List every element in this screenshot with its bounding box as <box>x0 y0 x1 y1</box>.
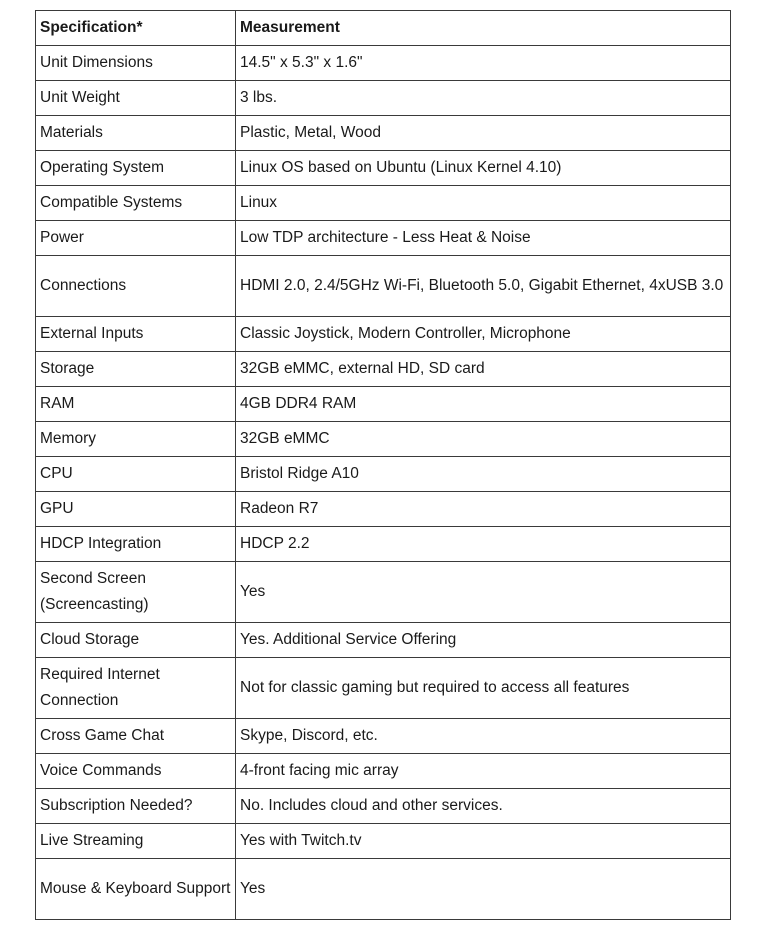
table-row <box>36 754 731 789</box>
header-measurement: Measurement <box>236 11 731 46</box>
table-row <box>36 221 731 256</box>
spec-cell: Required Internet Connection <box>36 658 236 719</box>
table-row <box>36 81 731 116</box>
table-row <box>36 352 731 387</box>
spec-cell: Memory <box>36 422 236 457</box>
table-row <box>36 824 731 859</box>
value-cell: Radeon R7 <box>236 492 731 527</box>
spec-cell: Cloud Storage <box>36 623 236 658</box>
table-header-row <box>36 11 731 46</box>
value-cell: Yes <box>236 859 731 920</box>
value-cell: Linux OS based on Ubuntu (Linux Kernel 4.10) <box>236 151 731 186</box>
value-cell: 32GB eMMC, external HD, SD card <box>236 352 731 387</box>
table-row <box>36 151 731 186</box>
value-cell: Yes <box>236 562 731 623</box>
table-row <box>36 562 731 623</box>
table-row <box>36 387 731 422</box>
spec-cell: Unit Dimensions <box>36 46 236 81</box>
spec-cell: Connections <box>36 256 236 317</box>
table-row <box>36 789 731 824</box>
header-specification: Specification* <box>36 11 236 46</box>
table-row <box>36 719 731 754</box>
table-row <box>36 623 731 658</box>
value-cell: 4-front facing mic array <box>236 754 731 789</box>
table-row <box>36 46 731 81</box>
spec-cell: Power <box>36 221 236 256</box>
spec-cell: Operating System <box>36 151 236 186</box>
value-cell: Yes. Additional Service Offering <box>236 623 731 658</box>
table-row <box>36 658 731 719</box>
table-row <box>36 492 731 527</box>
table-row <box>36 186 731 221</box>
table-row <box>36 527 731 562</box>
value-cell: 3 lbs. <box>236 81 731 116</box>
table-row <box>36 457 731 492</box>
value-cell: Skype, Discord, etc. <box>236 719 731 754</box>
spec-cell: Second Screen (Screencasting) <box>36 562 236 623</box>
spec-cell: Cross Game Chat <box>36 719 236 754</box>
value-cell: Linux <box>236 186 731 221</box>
value-cell: HDCP 2.2 <box>236 527 731 562</box>
spec-table <box>35 10 731 920</box>
table-row <box>36 256 731 317</box>
table-row <box>36 317 731 352</box>
spec-cell: External Inputs <box>36 317 236 352</box>
spec-cell: Unit Weight <box>36 81 236 116</box>
spec-cell: CPU <box>36 457 236 492</box>
table-row <box>36 116 731 151</box>
value-cell: No. Includes cloud and other services. <box>236 789 731 824</box>
spec-cell: Compatible Systems <box>36 186 236 221</box>
value-cell: Not for classic gaming but required to access all features <box>236 658 731 719</box>
value-cell: Low TDP architecture - Less Heat & Noise <box>236 221 731 256</box>
table-row <box>36 859 731 920</box>
spec-cell: Live Streaming <box>36 824 236 859</box>
value-cell: Plastic, Metal, Wood <box>236 116 731 151</box>
table-row <box>36 422 731 457</box>
spec-cell: RAM <box>36 387 236 422</box>
value-cell: 32GB eMMC <box>236 422 731 457</box>
value-cell: Yes with Twitch.tv <box>236 824 731 859</box>
value-cell: HDMI 2.0, 2.4/5GHz Wi-Fi, Bluetooth 5.0, Gigabit Ethernet, 4xUSB 3.0 <box>236 256 731 317</box>
value-cell: 14.5" x 5.3" x 1.6" <box>236 46 731 81</box>
spec-cell: HDCP Integration <box>36 527 236 562</box>
spec-cell: Storage <box>36 352 236 387</box>
spec-cell: Subscription Needed? <box>36 789 236 824</box>
value-cell: 4GB DDR4 RAM <box>236 387 731 422</box>
value-cell: Classic Joystick, Modern Controller, Microphone <box>236 317 731 352</box>
spec-cell: Mouse & Keyboard Support <box>36 859 236 920</box>
spec-cell: Materials <box>36 116 236 151</box>
spec-cell: Voice Commands <box>36 754 236 789</box>
spec-cell: GPU <box>36 492 236 527</box>
value-cell: Bristol Ridge A10 <box>236 457 731 492</box>
